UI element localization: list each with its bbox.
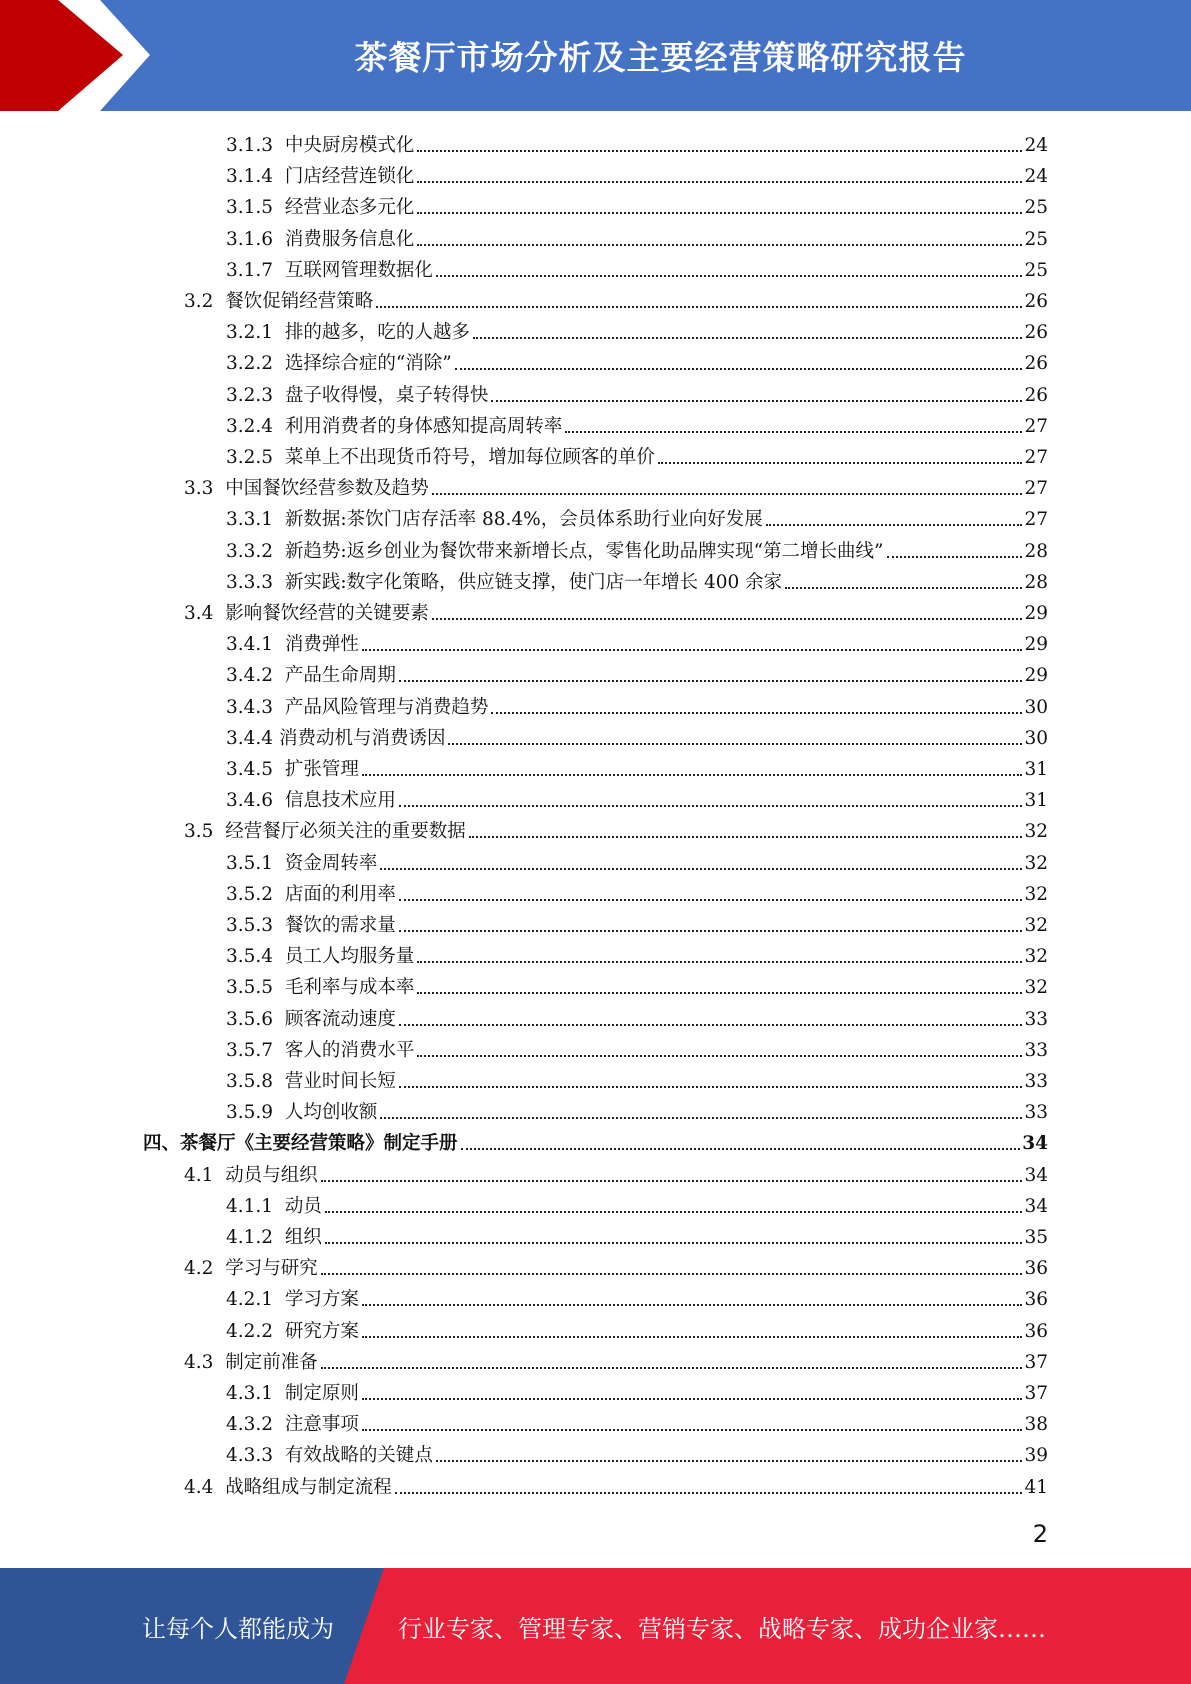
toc-entry-page: 26 <box>1024 322 1048 344</box>
toc-entry-page: 27 <box>1024 509 1048 531</box>
toc-entry-page: 28 <box>1024 571 1048 593</box>
toc-entry-page: 36 <box>1024 1289 1048 1311</box>
toc-dot-leader <box>321 1273 1023 1275</box>
toc-entry-title: 经营业态多元化 <box>284 197 415 219</box>
toc-entry-title: 经营餐厅必须关注的重要数据 <box>225 821 466 843</box>
toc-entry-number: 4.1.2 <box>226 1227 274 1248</box>
toc-entry-number: 3.5.3 <box>226 915 274 936</box>
header-band <box>0 0 1191 111</box>
toc-entry-gap <box>273 1226 285 1250</box>
toc-entry-title: 顾客流动速度 <box>284 1008 396 1030</box>
toc-entry-gap <box>273 352 285 376</box>
toc-entry[interactable] <box>226 1188 1048 1219</box>
toc-entry-number: 4.3.3 <box>226 1445 274 1467</box>
toc-entry[interactable] <box>226 1219 1048 1250</box>
toc-dot-leader <box>362 1429 1023 1431</box>
toc-entry-page: 32 <box>1024 852 1048 874</box>
toc-dot-leader <box>399 805 1023 807</box>
toc-dot-leader <box>380 868 1022 870</box>
toc-entry[interactable] <box>226 314 1048 345</box>
toc-entry[interactable] <box>226 221 1048 252</box>
toc-dot-leader <box>436 1460 1023 1462</box>
toc-entry-title: 菜单上不出现货币符号，增加每位顾客的单价 <box>284 447 655 468</box>
toc-entry-gap <box>273 976 285 1000</box>
toc-entry-title: 新趋势:返乡创业为餐饮带来新增长点，零售化助品牌实现“第二增长曲线” <box>284 540 884 562</box>
toc-dot-leader <box>399 1024 1023 1026</box>
toc-entry-page: 29 <box>1024 665 1048 687</box>
toc-entry-gap <box>213 1257 225 1281</box>
toc-entry[interactable] <box>226 938 1048 969</box>
toc-entry-page: 33 <box>1024 1071 1048 1092</box>
toc-entry-number: 3.5.2 <box>226 883 274 905</box>
toc-entry-gap <box>273 758 285 782</box>
toc-entry-title: 研究方案 <box>284 1320 359 1342</box>
toc-entry-page: 34 <box>1022 1133 1048 1155</box>
toc-entry-gap <box>273 540 285 564</box>
toc-entry-gap <box>273 1039 285 1063</box>
toc-entry[interactable] <box>226 345 1048 376</box>
toc-entry[interactable] <box>226 626 1048 657</box>
toc-entry-gap <box>273 259 285 283</box>
toc-entry-title: 动员与组织 <box>225 1164 318 1186</box>
toc-entry-title: 消费服务信息化 <box>284 228 415 250</box>
toc-dot-leader <box>362 649 1023 651</box>
toc-entry-gap <box>273 196 285 220</box>
toc-entry-page: 37 <box>1024 1351 1048 1373</box>
toc-entry-page: 37 <box>1024 1383 1048 1404</box>
toc-entry-number: 3.3.1 <box>226 509 274 531</box>
toc-dot-leader <box>436 275 1023 277</box>
toc-entry[interactable] <box>226 533 1048 564</box>
toc-entry-number: 4.2.1 <box>226 1289 274 1311</box>
toc-entry-gap <box>273 228 285 252</box>
toc-entry[interactable] <box>226 1063 1048 1094</box>
toc-entry[interactable] <box>226 1032 1048 1063</box>
toc-entry-title: 新实践:数字化策略，供应链支撑，使门店一年增长 400 余家 <box>284 571 783 593</box>
toc-entry-page: 25 <box>1024 259 1048 281</box>
toc-entry-number: 3.4.4 <box>226 727 274 749</box>
toc-entry-gap <box>273 321 285 345</box>
footer-band <box>0 1568 1191 1684</box>
toc-entry-page: 27 <box>1024 447 1048 468</box>
toc-entry-title: 扩张管理 <box>284 759 359 780</box>
toc-entry-number: 3.5.6 <box>226 1008 274 1030</box>
toc-entry-number: 4.3.1 <box>226 1383 274 1404</box>
toc-entry-gap <box>273 914 285 938</box>
toc-entry-title: 制定前准备 <box>225 1351 318 1373</box>
toc-entry-title: 客人的消费水平 <box>284 1039 415 1061</box>
toc-entry-number: 3.2.3 <box>226 384 274 406</box>
toc-entry-gap <box>273 134 285 158</box>
toc-entry-gap <box>273 1382 285 1406</box>
toc-entry-page: 26 <box>1024 291 1048 312</box>
toc-entry[interactable] <box>226 1375 1048 1406</box>
toc-entry-title: 员工人均服务量 <box>284 946 415 968</box>
toc-dot-leader <box>417 992 1022 994</box>
toc-entry-number: 4.1.1 <box>226 1195 274 1217</box>
toc-entry[interactable] <box>226 1437 1048 1468</box>
toc-dot-leader <box>399 899 1023 901</box>
toc-dot-leader <box>491 400 1022 402</box>
toc-entry-title: 中国餐饮经营参数及趋势 <box>225 478 429 500</box>
toc-dot-leader <box>432 493 1023 495</box>
toc-entry-number: 3.4.5 <box>226 759 274 780</box>
toc-entry[interactable] <box>226 1406 1048 1437</box>
toc-entry-title: 产品生命周期 <box>284 665 396 687</box>
toc-dot-leader <box>380 1117 1022 1119</box>
toc-entry-number: 3.5.1 <box>226 852 274 874</box>
toc-entry-gap <box>213 820 225 844</box>
toc-entry[interactable] <box>226 969 1048 1000</box>
toc-entry-title: 互联网管理数据化 <box>284 259 433 281</box>
toc-entry-gap <box>273 1320 285 1344</box>
toc-entry-page: 32 <box>1024 977 1048 999</box>
toc-entry-gap <box>213 1164 225 1188</box>
toc-entry-title: 门店经营连锁化 <box>284 166 415 188</box>
toc-dot-leader <box>399 930 1023 932</box>
toc-entry[interactable] <box>226 377 1048 408</box>
toc-entry-page: 31 <box>1024 790 1048 812</box>
toc-entry-title: 营业时间长短 <box>284 1071 396 1092</box>
toc-entry-gap <box>273 571 285 595</box>
toc-entry-gap <box>273 789 285 813</box>
toc-entry-page: 29 <box>1024 634 1048 656</box>
toc-entry[interactable] <box>226 127 1048 158</box>
toc-dot-leader <box>417 1055 1022 1057</box>
toc-entry-title: 产品风险管理与消费趋势 <box>284 696 489 718</box>
toc-entry-title: 餐饮促销经营策略 <box>225 291 374 312</box>
toc-dot-leader <box>395 1492 1023 1494</box>
toc-entry-page: 34 <box>1024 1164 1048 1186</box>
toc-entry[interactable] <box>226 252 1048 283</box>
toc-entry-number: 3.2.1 <box>226 322 274 344</box>
toc-entry-page: 32 <box>1024 821 1048 843</box>
toc-entry-gap <box>273 883 285 907</box>
toc-entry-gap <box>273 664 285 688</box>
toc-dot-leader <box>362 1398 1023 1400</box>
toc-entry-gap <box>273 696 285 720</box>
toc-entry-title: 学习方案 <box>284 1289 359 1311</box>
toc-entry-page: 26 <box>1024 384 1048 406</box>
toc-entry-number: 3.4.1 <box>226 634 274 656</box>
toc-entry-page: 32 <box>1024 915 1048 936</box>
toc-entry-title: 消费动机与消费诱因 <box>278 727 446 749</box>
toc-entry-number: 4.2.2 <box>226 1320 274 1342</box>
toc-entry-page: 25 <box>1024 197 1048 219</box>
toc-entry-number: 3.3.3 <box>226 571 274 593</box>
toc-entry-number: 3.5.4 <box>226 946 274 968</box>
toc-entry-gap <box>273 852 285 876</box>
toc-entry-page: 33 <box>1024 1008 1048 1030</box>
toc-entry-title: 选择综合症的“消除” <box>284 353 452 375</box>
toc-entry-page: 27 <box>1024 415 1048 437</box>
toc-entry-title: 影响餐饮经营的关键要素 <box>225 603 429 624</box>
toc-entry-page: 28 <box>1024 540 1048 562</box>
toc-entry-number: 3.4 <box>184 603 214 624</box>
toc-entry-gap <box>273 1008 285 1032</box>
toc-entry-page: 32 <box>1024 883 1048 905</box>
toc-entry-gap <box>213 290 225 314</box>
toc-entry-page: 24 <box>1024 166 1048 188</box>
toc-entry-gap <box>273 1101 285 1125</box>
toc-entry-number: 3.5.9 <box>226 1102 274 1124</box>
toc-entry-number: 4.3 <box>184 1351 214 1373</box>
toc-entry-number: 3.2.5 <box>226 447 274 468</box>
toc-entry-page: 26 <box>1024 353 1048 375</box>
toc-dot-leader <box>469 836 1023 838</box>
toc-entry-page: 31 <box>1024 759 1048 780</box>
toc-entry-gap <box>273 415 285 439</box>
toc-entry-number: 3.4.3 <box>226 696 274 718</box>
toc-entry[interactable] <box>226 845 1048 876</box>
toc-dot-leader <box>473 337 1023 339</box>
toc-dot-leader <box>362 1304 1023 1306</box>
toc-entry-gap <box>273 508 285 532</box>
toc-entry-number: 3.5.8 <box>226 1071 274 1092</box>
toc-entry[interactable] <box>226 408 1048 439</box>
toc-entry-gap <box>273 1195 285 1219</box>
toc-entry-gap <box>273 384 285 408</box>
toc-entry[interactable] <box>226 501 1048 532</box>
toc-dot-leader <box>887 556 1023 558</box>
toc-dot-leader <box>417 181 1022 183</box>
toc-dot-leader <box>321 1180 1023 1182</box>
toc-entry[interactable] <box>143 1125 1048 1156</box>
footer-slogan-left: 让每个人都能成为 <box>142 1614 334 1643</box>
toc-entry[interactable] <box>226 1001 1048 1032</box>
toc-entry-title: 消费弹性 <box>284 634 359 656</box>
toc-entry-gap <box>273 945 285 969</box>
toc-entry-number: 3.2.4 <box>226 415 274 437</box>
toc-entry[interactable] <box>184 813 1048 844</box>
toc-dot-leader <box>461 1148 1021 1150</box>
toc-entry[interactable] <box>226 720 1048 751</box>
toc-entry-number: 4.1 <box>184 1164 214 1186</box>
toc-entry-page: 38 <box>1024 1414 1048 1436</box>
toc-entry-title: 动员 <box>284 1195 322 1217</box>
toc-dot-leader <box>448 743 1022 745</box>
toc-entry-title: 制定原则 <box>284 1383 359 1404</box>
toc-entry-page: 25 <box>1024 228 1048 250</box>
toc-entry-title: 毛利率与成本率 <box>284 977 415 999</box>
toc-entry-gap <box>273 1413 285 1437</box>
toc-entry-gap <box>273 633 285 657</box>
toc-dot-leader <box>362 1336 1023 1338</box>
toc-entry-title: 店面的利用率 <box>284 883 396 905</box>
toc-entry[interactable] <box>226 907 1048 938</box>
toc-entry-gap <box>213 602 225 626</box>
toc-entry-page: 33 <box>1024 1102 1048 1124</box>
toc-entry-page: 34 <box>1024 1195 1048 1217</box>
toc-entry-page: 24 <box>1024 135 1048 156</box>
toc-dot-leader <box>325 1211 1023 1213</box>
toc-entry-gap <box>273 1288 285 1312</box>
toc-dot-leader <box>417 150 1022 152</box>
toc-entry-title: 利用消费者的身体感知提高周转率 <box>284 415 563 437</box>
toc-entry-number: 3.2.2 <box>226 353 274 375</box>
toc-entry-number: 4.2 <box>184 1258 214 1280</box>
toc-entry-gap <box>213 1351 225 1375</box>
toc-entry[interactable] <box>226 158 1048 189</box>
toc-entry[interactable] <box>184 1344 1048 1375</box>
toc-entry-title: 有效战略的关键点 <box>284 1445 433 1467</box>
toc-dot-leader <box>785 587 1022 589</box>
toc-entry-page: 30 <box>1024 727 1048 749</box>
toc-entry-page: 30 <box>1024 696 1048 718</box>
footer-slogan-right: 行业专家、管理专家、营销专家、战略专家、成功企业家…… <box>398 1614 1046 1643</box>
header-arrow-decoration <box>0 0 160 111</box>
toc-entry[interactable] <box>184 283 1048 314</box>
toc-entry[interactable] <box>184 595 1048 626</box>
toc-entry-title: 新数据:茶饮门店存活率 88.4%，会员体系助行业向好发展 <box>284 509 763 531</box>
document-title: 茶餐厅市场分析及主要经营策略研究报告 <box>354 38 967 77</box>
toc-entry-title: 茶餐厅《主要经营策略》制定手册 <box>180 1133 458 1155</box>
toc-entry-number: 3.1.5 <box>226 197 274 219</box>
toc-entry-title: 注意事项 <box>284 1414 359 1436</box>
toc-entry[interactable] <box>226 1094 1048 1125</box>
toc-dot-leader <box>491 712 1022 714</box>
toc-entry-number: 3.1.4 <box>226 166 274 188</box>
toc-entry-title: 资金周转率 <box>284 852 378 874</box>
toc-dot-leader <box>399 1086 1023 1088</box>
toc-entry-number: 3.5.7 <box>226 1039 274 1061</box>
toc-entry-page: 29 <box>1024 603 1048 624</box>
toc-entry[interactable] <box>226 439 1048 470</box>
toc-entry-title: 人均创收额 <box>284 1102 378 1124</box>
toc-entry-page: 33 <box>1024 1039 1048 1061</box>
toc-entry[interactable] <box>226 782 1048 813</box>
toc-entry-page: 39 <box>1024 1445 1048 1467</box>
toc-entry-page: 32 <box>1024 946 1048 968</box>
toc-entry[interactable] <box>226 1281 1048 1312</box>
toc-dot-leader <box>321 1367 1023 1369</box>
toc-entry-title: 信息技术应用 <box>284 790 396 812</box>
toc-dot-leader <box>376 306 1022 308</box>
page-number: 2 <box>1032 1520 1048 1548</box>
toc-entry[interactable] <box>226 564 1048 595</box>
toc-entry[interactable] <box>184 1250 1048 1281</box>
toc-entry-number: 4.3.2 <box>226 1414 274 1436</box>
toc-entry-title: 战略组成与制定流程 <box>225 1476 392 1498</box>
toc-dot-leader <box>399 680 1023 682</box>
toc-entry-number: 四、 <box>143 1133 181 1155</box>
toc-entry-number: 4.4 <box>184 1476 214 1498</box>
toc-entry-number: 3.4.6 <box>226 790 274 812</box>
toc-entry[interactable] <box>184 470 1048 501</box>
toc-entry-title: 中央厨房模式化 <box>284 135 415 156</box>
toc-dot-leader <box>658 462 1023 464</box>
toc-entry-gap <box>273 1444 285 1468</box>
toc-dot-leader <box>417 212 1022 214</box>
toc-dot-leader <box>417 244 1022 246</box>
toc-entry[interactable] <box>226 876 1048 907</box>
toc-entry-gap <box>273 1070 285 1094</box>
toc-entry-number: 3.3 <box>184 478 214 500</box>
toc-entry[interactable] <box>184 1469 1048 1500</box>
toc-dot-leader <box>432 618 1023 620</box>
toc-entry-page: 35 <box>1024 1227 1048 1248</box>
toc-entry-title: 排的越多，吃的人越多 <box>284 322 470 344</box>
toc-entry-number: 3.1.6 <box>226 228 274 250</box>
toc-entry-number: 3.5.5 <box>226 977 274 999</box>
toc-entry-page: 27 <box>1024 478 1048 500</box>
toc-dot-leader <box>565 431 1022 433</box>
toc-entry-title: 学习与研究 <box>225 1258 318 1280</box>
toc-dot-leader <box>766 524 1023 526</box>
toc-entry-gap <box>273 165 285 189</box>
toc-dot-leader <box>455 368 1023 370</box>
toc-entry-number: 3.3.2 <box>226 540 274 562</box>
toc-entry[interactable] <box>226 689 1048 720</box>
toc-entry-gap <box>213 477 225 501</box>
toc-entry-title: 餐饮的需求量 <box>284 915 396 936</box>
toc-entry[interactable] <box>184 1157 1048 1188</box>
toc-entry-gap <box>213 1476 225 1500</box>
toc-dot-leader <box>362 774 1023 776</box>
toc-entry[interactable] <box>226 657 1048 688</box>
toc-entry-gap <box>273 446 285 470</box>
toc-entry-title: 组织 <box>284 1227 322 1248</box>
toc-entry-number: 3.5 <box>184 821 214 843</box>
toc-entry-page: 41 <box>1024 1476 1048 1498</box>
toc-entry-page: 36 <box>1024 1320 1048 1342</box>
toc-entry-title: 盘子收得慢，桌子转得快 <box>284 384 489 406</box>
toc-entry-page: 36 <box>1024 1258 1048 1280</box>
toc-entry[interactable] <box>226 751 1048 782</box>
toc-entry-number: 3.1.3 <box>226 135 274 156</box>
toc-dot-leader <box>417 961 1022 963</box>
toc-entry[interactable] <box>226 189 1048 220</box>
toc-entry-number: 3.4.2 <box>226 665 274 687</box>
toc-entry[interactable] <box>226 1313 1048 1344</box>
toc-dot-leader <box>325 1242 1023 1244</box>
toc-entry-number: 3.1.7 <box>226 259 274 281</box>
toc-entry-number: 3.2 <box>184 291 214 312</box>
